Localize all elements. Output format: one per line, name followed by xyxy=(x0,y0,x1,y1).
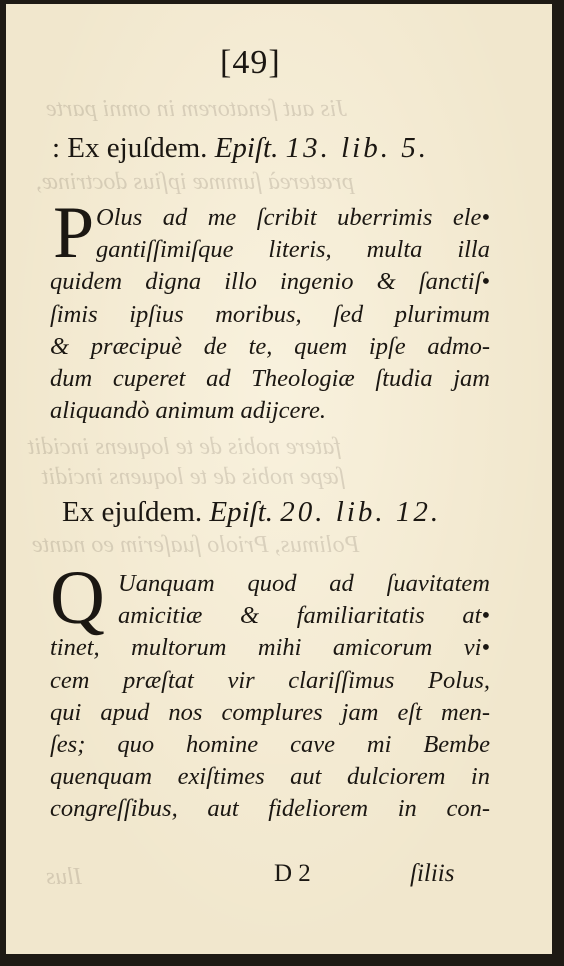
section-heading xyxy=(52,132,429,165)
bleed-through-line: ſæpe nobis de te loquens incidit xyxy=(42,464,346,490)
book-page xyxy=(6,4,552,954)
section-heading xyxy=(62,496,441,529)
drop-cap: P xyxy=(53,192,95,274)
signature-mark: D 2 xyxy=(274,860,311,887)
bleed-through-line: Ilus xyxy=(46,864,82,890)
text-line: ſes; quo homine cave mi Bembe xyxy=(50,731,490,759)
heading-prefix: Ex ejuſdem. xyxy=(62,496,203,528)
heading-reference: Epiſt. xyxy=(214,132,279,164)
heading-prefix: : Ex ejuſdem. xyxy=(52,132,208,164)
text-line: dum cuperet ad Theologiæ ſtudia jam xyxy=(50,365,490,393)
page-number: [49] xyxy=(220,44,281,81)
heading-reference: Epiſt. xyxy=(209,496,274,528)
drop-cap: Q xyxy=(50,556,105,640)
text-line: Olus ad me ſcribit uberrimis ele• xyxy=(96,204,490,231)
text-line: quidem digna illo ingenio & ſanctiſ• xyxy=(50,268,490,296)
text-line: tinet, multorum mihi amicorum vi• xyxy=(50,634,490,662)
text-line: congreſſibus, aut fideliorem in con- xyxy=(50,795,490,823)
text-line: & præcipuè de te, quem ipſe admo- xyxy=(50,332,490,360)
bleed-through-line: fatere nobis de te loquens incidit xyxy=(28,434,342,460)
text-line: Uanquam quod ad ſuavitatem xyxy=(118,570,490,597)
bleed-through-line: prætereà ſummæ ipſius doctrinæ, xyxy=(36,169,354,195)
letter-excerpt xyxy=(50,202,490,427)
heading-number: 20. lib. 12. xyxy=(280,496,442,528)
bleed-through-line: Polimus, Priolo ſuaſerim eo nante xyxy=(32,532,360,558)
text-line: aliquandò animum adijcere. xyxy=(50,397,327,425)
catchword: ſiliis xyxy=(410,860,455,887)
text-line: ſimis ipſius moribus, ſed plurimum xyxy=(50,300,490,328)
text-line: gantiſſimiſque literis, multa illa xyxy=(96,236,490,264)
letter-excerpt xyxy=(50,568,490,826)
text-line: cem præſtat vir clariſſimus Polus, xyxy=(50,666,490,694)
text-line: quenquam exiſtimes aut dulciorem in xyxy=(50,763,490,791)
text-line: amicitiæ & familiaritatis at• xyxy=(118,602,490,630)
bleed-through-line: Jis aut ſenatorem in omni parte xyxy=(46,96,348,122)
text-line: qui apud nos complures jam eſt men- xyxy=(50,698,490,726)
heading-number: 13. lib. 5. xyxy=(285,132,429,164)
